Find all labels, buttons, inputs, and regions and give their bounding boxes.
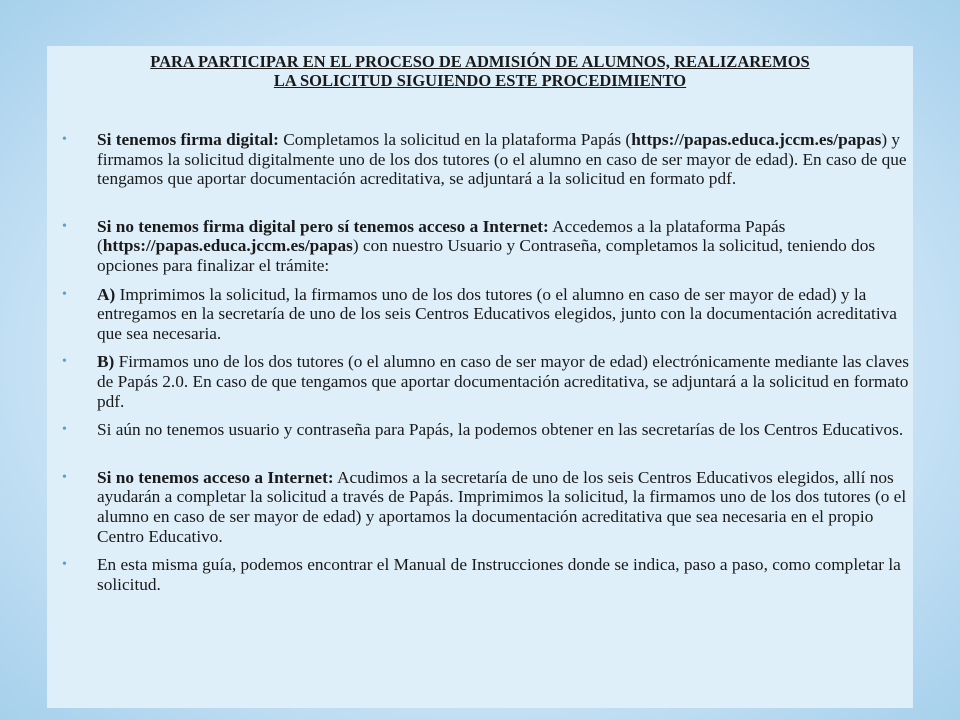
list-item-digital-signature: [62, 130, 912, 189]
list-item-manual: [62, 555, 912, 594]
item-text: En esta misma guía, podemos encontrar el Manual de Instrucciones donde se indica, paso a paso, como completar la solicitud.: [97, 555, 901, 594]
page-title: [47, 52, 913, 90]
bullet-icon: •: [62, 469, 67, 485]
bullet-icon: •: [62, 132, 67, 147]
item-label: Si tenemos firma digital:: [97, 130, 279, 149]
item-text: Imprimimos la solicitud, la firmamos uno de los dos tutores (o el alumno en caso de ser mayor de edad) y la entregamos en la secretaría de uno de los seis Centros Educativos elegidos, junto con la documentación acreditativa que sea necesaria.: [97, 284, 897, 343]
bullet-icon: •: [62, 218, 67, 234]
item-text: Completamos la solicitud en la plataforma Papás (: [278, 130, 632, 149]
bullet-icon: •: [62, 354, 67, 370]
item-text: Firmamos uno de los dos tutores (o el alumno en caso de ser mayor de edad) electrónicamente mediante las claves de Papás 2.0. En caso de que tengamos que aportar documentación acreditativa, se adjuntará a la solicitud en formato pdf.: [97, 352, 909, 411]
item-text: Acudimos a la secretaría de uno de los seis Centros Educativos elegidos, allí nos ayudarán a completar la solicitud a través de Papás. Imprimimos la solicitud, la firmamos uno de los dos tutores (o el alumno en caso de ser mayor de edad) y aportamos la documentación acreditativa que sea necesaria en el propio Centro Educativo.: [97, 467, 907, 546]
item-label: Si no tenemos firma digital pero sí tenemos acceso a Internet:: [97, 216, 549, 236]
list-item-internet-access: [62, 217, 912, 276]
item-label: A): [97, 284, 116, 304]
title-line-1: PARA PARTICIPAR EN EL PROCESO DE ADMISIÓN DE ALUMNOS, REALIZAREMOS: [150, 52, 810, 71]
title-line-2: LA SOLICITUD SIGUIENDO ESTE PROCEDIMIENTO: [273, 71, 687, 90]
item-text: ) y firmamos la solicitud digitalmente uno de los dos tutores (o el alumno en caso de ser mayor de edad). En caso de que tengamos que aportar documentación acreditativa, se adjuntará a la solicitud en formato pdf.: [97, 130, 907, 189]
procedure-list: [62, 130, 912, 594]
list-item-option-a: [62, 285, 912, 344]
item-label: B): [97, 352, 115, 372]
bullet-icon: •: [62, 422, 67, 438]
item-text: Accedemos a la plataforma Papás (: [97, 216, 786, 256]
bullet-icon: •: [62, 557, 67, 573]
item-label: Si no tenemos acceso a Internet:: [97, 467, 334, 487]
item-text: Si aún no tenemos usuario y contraseña para Papás, la podemos obtener en las secretarías de los Centros Educativos.: [97, 420, 904, 440]
item-text: ) con nuestro Usuario y Contraseña, completamos la solicitud, teniendo dos opciones para finalizar el trámite:: [97, 236, 876, 275]
papas-link[interactable]: https://papas.educa.jccm.es/papas: [631, 130, 882, 149]
list-item-no-credentials: [62, 420, 912, 440]
bullet-icon: •: [62, 286, 67, 302]
list-item-option-b: [62, 352, 912, 411]
list-item-no-internet: [62, 468, 912, 546]
papas-link[interactable]: https://papas.educa.jccm.es/papas: [102, 236, 353, 256]
